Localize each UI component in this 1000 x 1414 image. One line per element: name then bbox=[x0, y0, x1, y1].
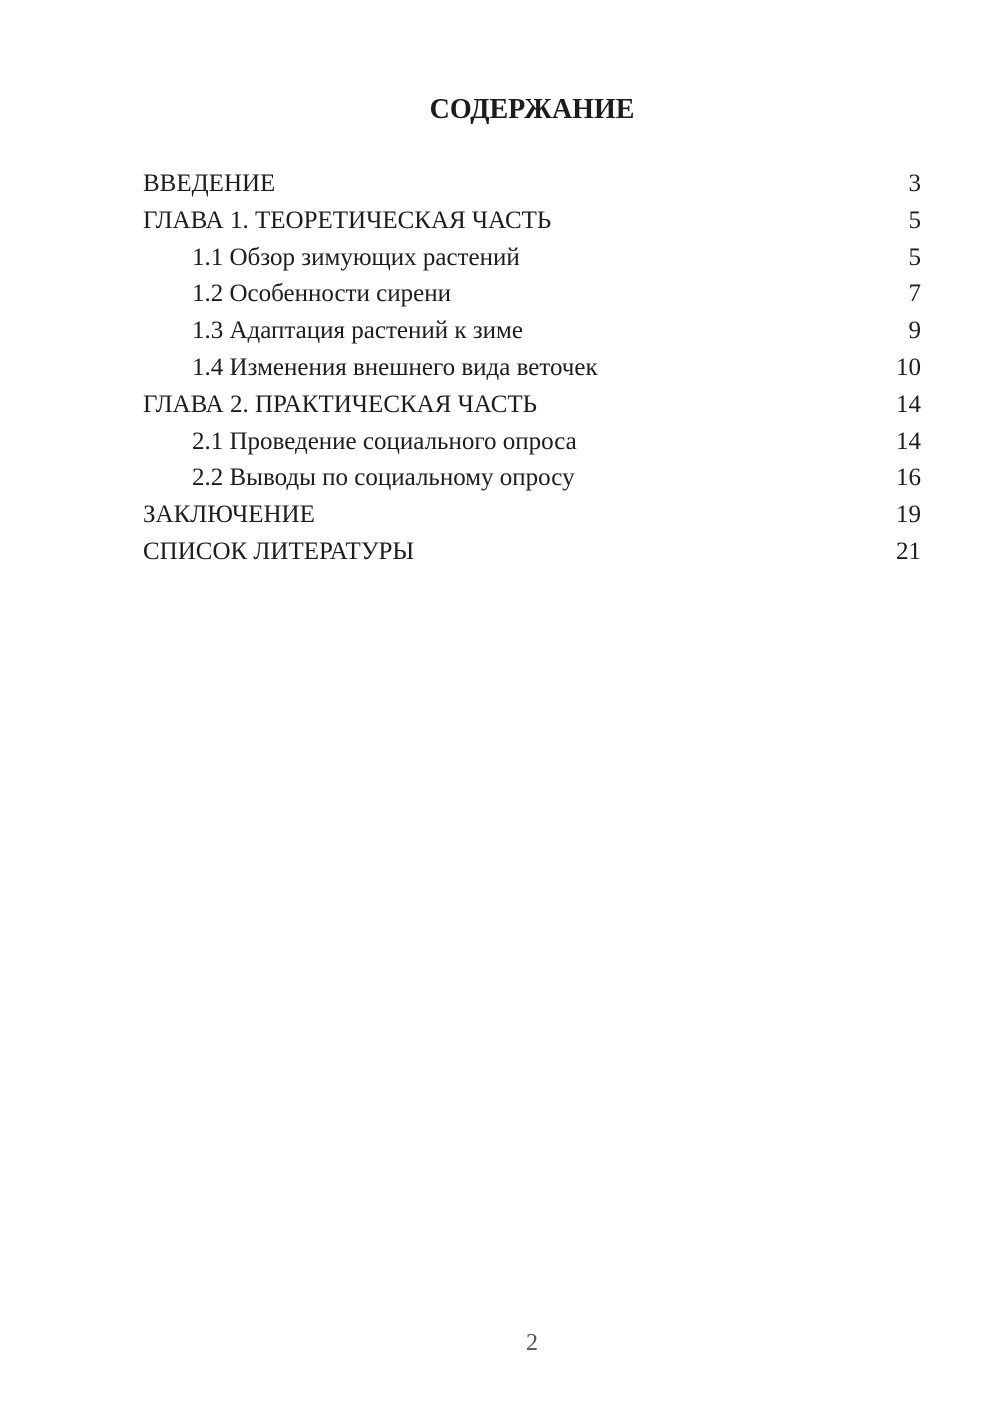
toc-list bbox=[143, 166, 921, 571]
toc-section bbox=[143, 92, 921, 571]
toc-entry-label: ГЛАВА 1. ТЕОРЕТИЧЕСКАЯ ЧАСТЬ bbox=[143, 206, 552, 234]
toc-entry-page-number: 9 bbox=[908, 317, 921, 345]
toc-entry-label: 2.2 Выводы по социальному опросу bbox=[192, 464, 575, 492]
toc-entry-page-number: 14 bbox=[896, 427, 921, 455]
toc-entry-page-number: 7 bbox=[908, 280, 921, 308]
toc-entry-label: ЗАКЛЮЧЕНИЕ bbox=[143, 501, 315, 529]
toc-entry-label: ГЛАВА 2. ПРАКТИЧЕСКАЯ ЧАСТЬ bbox=[143, 390, 538, 418]
toc-entry bbox=[143, 276, 921, 313]
toc-entry bbox=[143, 240, 921, 277]
toc-entry-label: 2.1 Проведение социального опроса bbox=[192, 427, 577, 455]
page-title: СОДЕРЖАНИЕ bbox=[429, 94, 635, 125]
toc-entry-label: 1.2 Особенности сирени bbox=[192, 280, 451, 308]
toc-entry bbox=[143, 387, 921, 424]
toc-entry-label: 1.3 Адаптация растений к зиме bbox=[192, 317, 523, 345]
toc-entry-page-number: 5 bbox=[908, 206, 921, 234]
toc-entry bbox=[143, 424, 921, 461]
toc-entry-page-number: 14 bbox=[896, 390, 921, 418]
toc-entry bbox=[143, 497, 921, 534]
toc-entry-page-number: 10 bbox=[896, 353, 921, 381]
toc-entry-label: 1.4 Изменения внешнего вида веточек bbox=[192, 353, 598, 381]
toc-entry bbox=[143, 534, 921, 571]
toc-entry bbox=[143, 166, 921, 203]
toc-entry-page-number: 19 bbox=[896, 501, 921, 529]
footer-page-number: 2 bbox=[526, 1330, 538, 1356]
toc-entry-label: ВВЕДЕНИЕ bbox=[143, 170, 276, 197]
toc-entry-label: 1.1 Обзор зимующих растений bbox=[192, 243, 520, 271]
toc-entry bbox=[143, 350, 921, 387]
toc-entry-page-number: 21 bbox=[896, 537, 921, 565]
toc-entry-page-number: 16 bbox=[896, 464, 921, 492]
toc-entry bbox=[143, 313, 921, 350]
toc-entry-page-number: 3 bbox=[908, 170, 921, 197]
toc-entry bbox=[143, 460, 921, 497]
toc-entry-page-number: 5 bbox=[908, 243, 921, 271]
toc-entry-label: СПИСОК ЛИТЕРАТУРЫ bbox=[143, 537, 415, 565]
toc-entry bbox=[143, 203, 921, 240]
